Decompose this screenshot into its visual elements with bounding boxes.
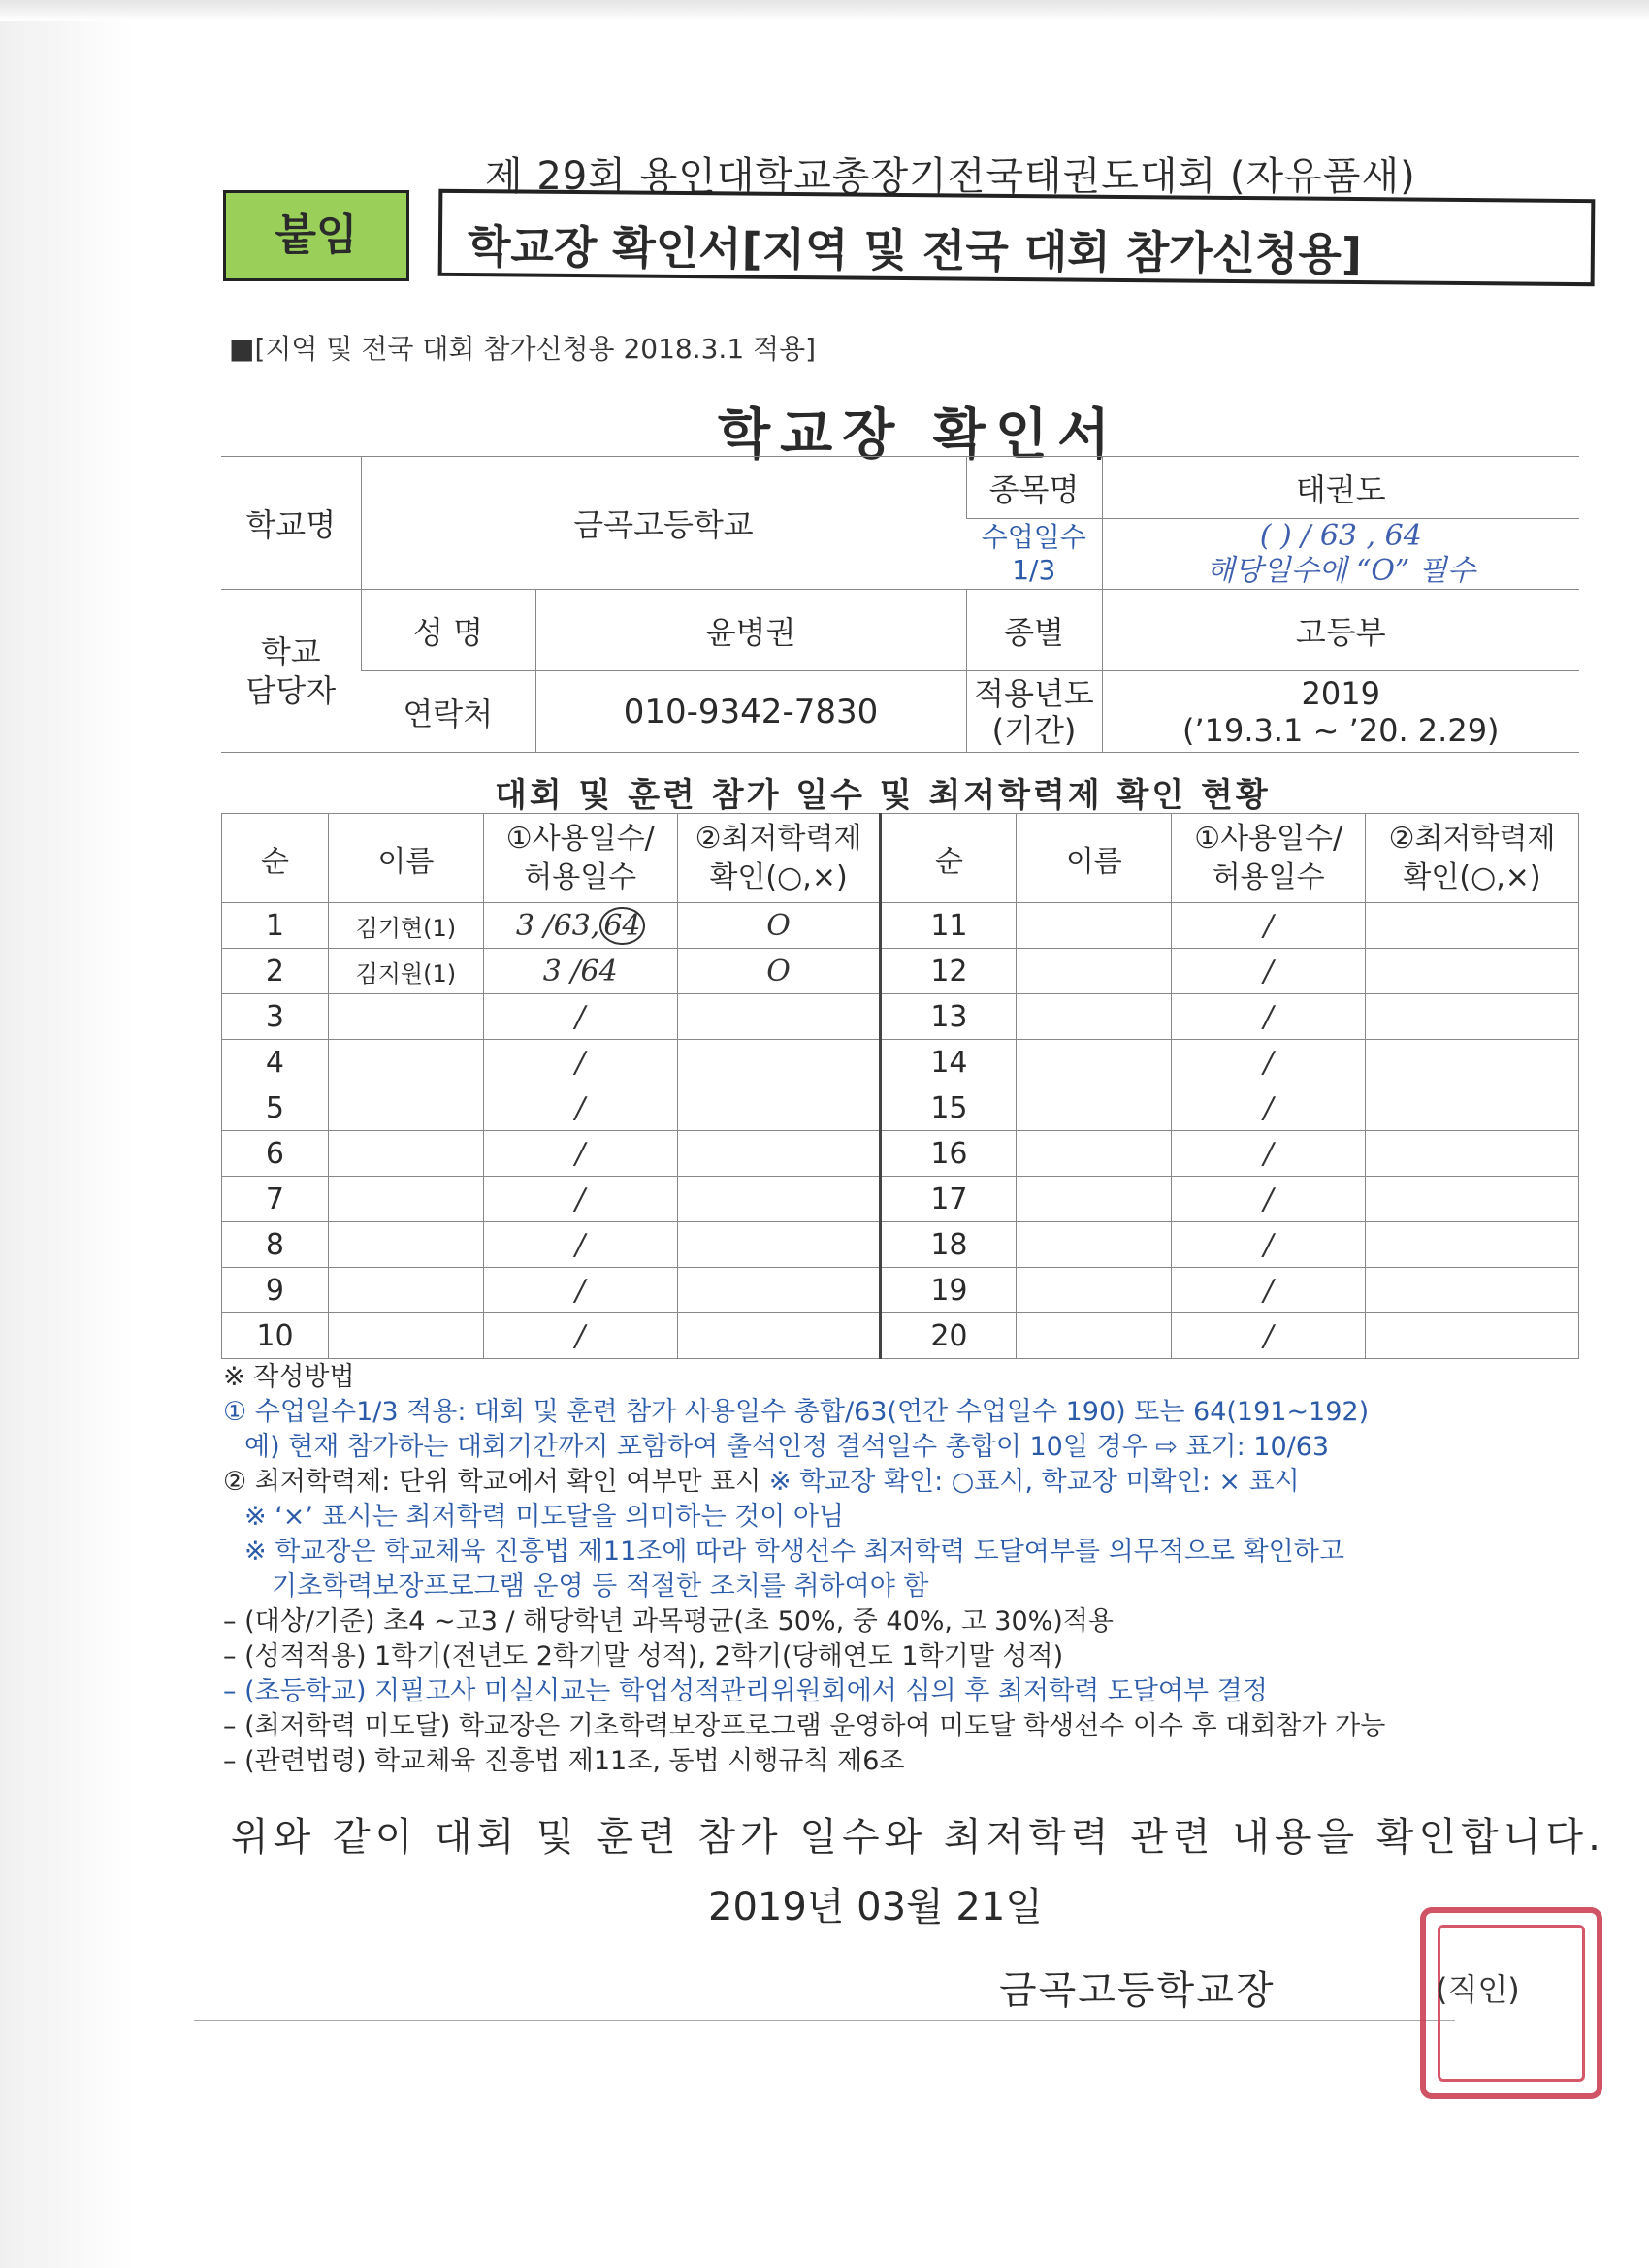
header-check-right: ②최저학력제	[1388, 821, 1556, 856]
header-days-right-2: 허용일수	[1212, 859, 1325, 894]
roster-table	[221, 813, 1579, 1359]
staff-name: 윤병권	[535, 590, 966, 671]
row-number: 11	[930, 908, 968, 943]
header-check-2: 확인(○,×)	[709, 859, 848, 894]
document-title: 학교장 확인서	[718, 404, 1120, 467]
days-used: /	[575, 1227, 586, 1262]
row-number: 5	[265, 1090, 284, 1125]
attendance-note: 해당일수에 “O” 필수	[1206, 554, 1475, 588]
table-row	[222, 1131, 1579, 1177]
player-name: 김기현(1)	[355, 914, 457, 942]
table-row	[222, 1085, 1579, 1131]
signer-title: 금곡고등학교장	[999, 1968, 1276, 2013]
row-number: 7	[265, 1182, 284, 1216]
writing-guide	[223, 1360, 1600, 1779]
header-name-right: 이름	[1017, 814, 1172, 903]
days-used: /	[1263, 1045, 1274, 1080]
row-number: 18	[930, 1227, 968, 1262]
competition-title: 제 29회 용인대학교총장기전국태권도대회 (자유품새)	[485, 154, 1416, 199]
attendance-label: 수업일수	[981, 521, 1086, 553]
header-seq: 순	[222, 814, 329, 903]
circled-days: 64	[599, 907, 644, 945]
confirmation-statement: 위와 같이 대회 및 훈련 참가 일수와 최저학력 관련 내용을 확인합니다.	[231, 1815, 1605, 1860]
row-number: 16	[930, 1136, 968, 1171]
staff-label-1: 학교	[260, 632, 321, 670]
table-row	[222, 903, 1579, 949]
row-number: 10	[256, 1318, 294, 1353]
row-number: 8	[265, 1227, 284, 1262]
year-label-1: 적용년도	[974, 674, 1094, 712]
days-used: /	[1263, 1182, 1274, 1216]
year-period: (’19.3.1 ~ ’20. 2.29)	[1181, 711, 1500, 749]
days-used: /	[1263, 1318, 1274, 1353]
event-label: 종목명	[966, 457, 1102, 519]
row-number: 15	[930, 1090, 968, 1125]
row-number: 14	[930, 1045, 968, 1080]
days-used: /	[1263, 954, 1274, 988]
detail-5: – (관련법령) 학교체육 진흥법 제11조, 동법 시행규칙 제6조	[223, 1746, 905, 1776]
academic-check: O	[766, 908, 791, 943]
note-1a: ① 수업일수1/3 적용: 대회 및 훈련 참가 사용일수 총합/63(연간 수업일수 190) 또는 64(191~192)	[223, 1397, 1370, 1427]
contact-label: 연락처	[361, 671, 535, 753]
days-used: /	[575, 1090, 586, 1125]
table-row	[222, 949, 1579, 994]
days-used: 3 /63,	[515, 908, 600, 943]
days-used: /	[1263, 1273, 1274, 1308]
signature-line	[194, 2020, 1455, 2021]
note-1b: 예) 현재 참가하는 대회기간까지 포함하여 출석인정 결석일수 총합이 10일 경우 ⇨ 표기: 10/63	[244, 1432, 1330, 1462]
detail-4: – (최저학력 미도달) 학교장은 기초학력보장프로그램 운영하여 미도달 학생선수 이수 후 대회참가 가능	[223, 1711, 1386, 1741]
header-check: ②최저학력제	[695, 821, 862, 856]
row-number: 17	[930, 1182, 968, 1216]
info-table	[221, 456, 1579, 753]
row-number: 3	[265, 999, 284, 1034]
header-name: 이름	[328, 814, 483, 903]
year-value: 2019	[1301, 674, 1380, 712]
note-4a: ※ 학교장은 학교체육 진흥법 제11조에 따라 학생선수 최저학력 도달여부를 의무적으로 확인하고	[244, 1537, 1344, 1567]
table-row	[222, 1040, 1579, 1085]
days-used: /	[1263, 1136, 1274, 1171]
table-row	[222, 1222, 1579, 1268]
days-used: /	[575, 1273, 586, 1308]
player-name: 김지원(1)	[355, 959, 457, 988]
name-label: 성 명	[361, 590, 535, 671]
note-3: ※ ‘×’ 표시는 최저학력 미도달을 의미하는 것이 아님	[244, 1502, 845, 1532]
detail-2: – (성적적용) 1학기(전년도 2학기말 성적), 2학기(당해연도 1학기말 성적)	[223, 1641, 1064, 1671]
section-title: 대회 및 훈련 참가 일수 및 최저학력제 확인 현황	[495, 776, 1271, 815]
row-number: 9	[265, 1273, 284, 1308]
attendance-value: ( ) / 63 , 64	[1259, 519, 1422, 553]
table-row	[222, 1268, 1579, 1313]
days-used: /	[575, 1045, 586, 1080]
days-used: /	[1263, 1227, 1274, 1262]
table-row	[222, 1313, 1579, 1359]
days-used: /	[1263, 908, 1274, 943]
detail-3: – (초등학교) 지필고사 미실시교는 학업성적관리위원회에서 심의 후 최저학력 도달여부 결정	[223, 1676, 1268, 1706]
year-label-2: (기간)	[991, 711, 1077, 749]
row-number: 20	[930, 1318, 968, 1353]
detail-1: – (대상/기준) 초4 ~고3 / 해당학년 과목평균(초 50%, 중 40%, 고 30%)적용	[223, 1606, 1114, 1636]
header-days-right: ①사용일수/	[1194, 821, 1343, 856]
header-seq-right: 순	[881, 814, 1017, 903]
division-value: 고등부	[1102, 590, 1579, 671]
applies-note: ■[지역 및 전국 대회 참가신청용 2018.3.1 적용]	[229, 333, 817, 365]
academic-check: O	[766, 954, 791, 988]
attendance-fraction: 1/3	[1012, 554, 1056, 586]
table-row	[222, 994, 1579, 1040]
days-used: /	[575, 999, 586, 1034]
scan-shadow-left	[0, 0, 136, 2268]
notes-heading: ※ 작성방법	[223, 1362, 355, 1392]
staff-label-2: 담당자	[245, 671, 337, 709]
note-2a: ② 최저학력제: 단위 학교에서 확인 여부만 표시	[223, 1467, 761, 1497]
issue-date: 2019년 03월 21일	[708, 1885, 1043, 1929]
days-used: /	[1263, 1090, 1274, 1125]
school-label: 학교명	[221, 457, 361, 590]
header-days-2: 허용일수	[524, 859, 637, 894]
note-2b: ※ 학교장 확인: ○표시, 학교장 미확인: × 표시	[768, 1467, 1300, 1497]
days-used: 3 /64	[542, 954, 618, 988]
row-number: 2	[265, 954, 284, 988]
days-used: /	[575, 1318, 586, 1353]
school-name: 금곡고등학교	[361, 457, 966, 590]
row-number: 4	[265, 1045, 284, 1080]
seal-label: (직인)	[1436, 1971, 1520, 2008]
days-used: /	[575, 1182, 586, 1216]
days-used: /	[575, 1136, 586, 1171]
row-number: 1	[265, 908, 284, 943]
days-used: /	[1263, 999, 1274, 1034]
division-label: 종별	[966, 590, 1102, 671]
attachment-badge: 붙임	[223, 190, 409, 281]
note-4b: 기초학력보장프로그램 운영 등 적절한 조치를 취하여야 함	[272, 1571, 929, 1602]
contact-value: 010-9342-7830	[535, 671, 966, 753]
event-value: 태권도	[1102, 457, 1579, 519]
table-row	[222, 1177, 1579, 1222]
header-title: 학교장 확인서[지역 및 전국 대회 참가신청용]	[467, 220, 1363, 281]
row-number: 12	[930, 954, 968, 988]
header-days: ①사용일수/	[505, 821, 655, 856]
row-number: 6	[265, 1136, 284, 1171]
row-number: 19	[930, 1273, 968, 1308]
scan-shadow-top	[0, 0, 1649, 21]
row-number: 13	[930, 999, 968, 1034]
header-check-right-2: 확인(○,×)	[1403, 859, 1541, 894]
